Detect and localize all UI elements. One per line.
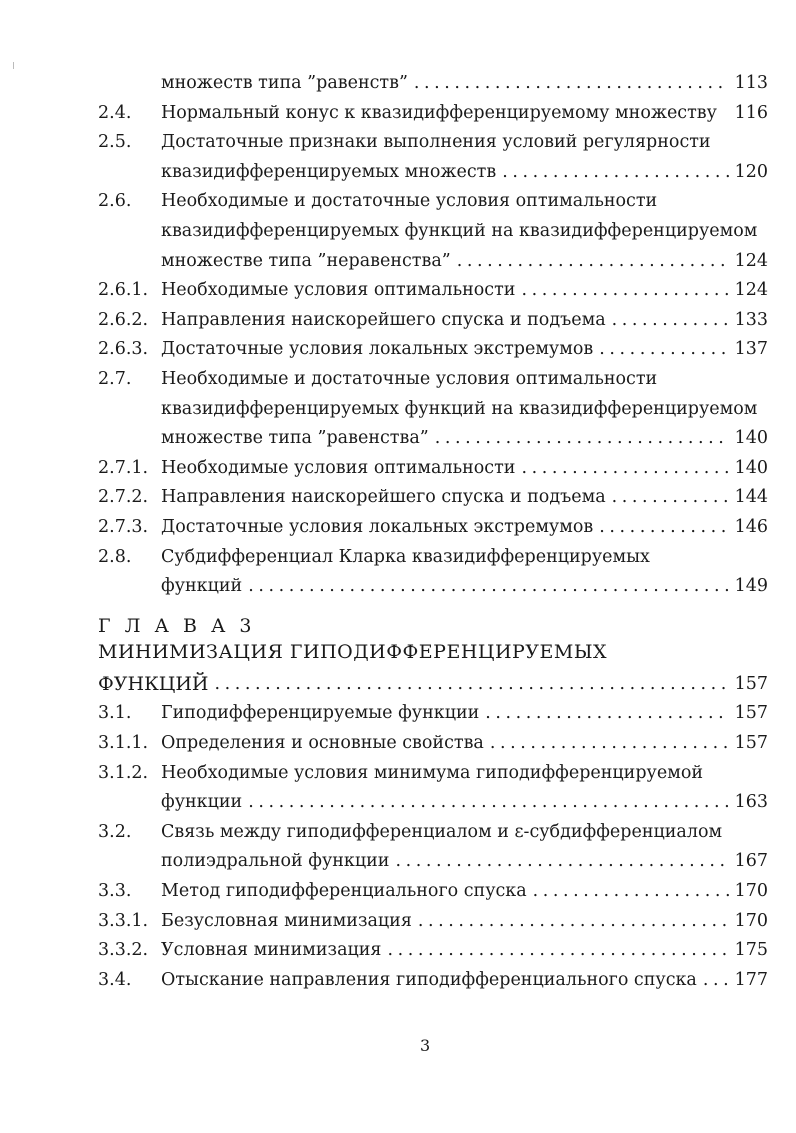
toc-page-number: 124	[734, 280, 768, 301]
toc-entry-number: 3.1.	[98, 703, 132, 724]
toc-page-number: 120	[734, 161, 768, 182]
toc-entry-number: 2.7.2.	[98, 487, 149, 508]
toc-entry-number: 2.6.3.	[98, 339, 149, 360]
toc-page-number: 170	[734, 880, 768, 901]
toc-entry-title[interactable]	[161, 937, 768, 963]
toc-line	[98, 425, 768, 451]
toc-entry-title[interactable]	[161, 514, 768, 540]
toc-entry-title[interactable]	[161, 967, 768, 993]
toc-page-number: 146	[734, 517, 768, 537]
toc-entry-number: 2.7.3.	[98, 517, 149, 537]
toc-entry-number: 3.3.2.	[98, 940, 149, 961]
toc-entry-text: Условная минимизация	[161, 940, 382, 961]
toc-entry-title[interactable]	[161, 848, 768, 874]
toc-entry-text: Субдифференциал Кларка квазидифференцируемых	[161, 546, 650, 567]
toc-entry-text: Метод гиподифференциального спуска	[161, 880, 527, 901]
toc-line	[98, 937, 768, 963]
toc-line	[98, 455, 768, 481]
toc-entry-text: квазидифференцируемых функций на квазидифференцируемом	[161, 398, 758, 419]
toc-entry-text: Достаточные условия локальных экстремумов	[161, 339, 594, 360]
toc-page-number: 163	[734, 792, 768, 813]
toc-entry-text: Направления наискорейшего спуска и подъема	[161, 487, 606, 508]
toc-entry-number: 2.4.	[98, 102, 132, 123]
toc-entry-title[interactable]	[161, 100, 768, 126]
toc-page-number: 157	[734, 732, 768, 753]
toc-entry-title[interactable]	[161, 573, 768, 599]
toc-line	[98, 544, 768, 570]
toc-entry-text: Необходимые условия минимума гиподифференцируемой	[161, 762, 704, 783]
toc-entry-number: 3.1.1.	[98, 732, 149, 753]
toc-entry-text: функций	[161, 576, 243, 597]
toc-entry-number: 2.5.	[98, 132, 132, 153]
toc-entry-number: 2.6.	[98, 191, 132, 212]
toc-entry-text: Отыскание направления гиподифференциального спуска	[161, 969, 697, 990]
toc-entry-title[interactable]	[161, 455, 768, 481]
toc-page-number: 175	[734, 940, 768, 961]
dot-leader	[248, 573, 728, 599]
toc-line	[98, 248, 768, 274]
toc-entry-text: Необходимые и достаточные условия оптимальности	[161, 369, 658, 389]
toc-entry-title[interactable]	[161, 277, 768, 303]
toc-line	[98, 396, 768, 422]
dot-leader	[248, 789, 728, 815]
dot-leader	[457, 248, 729, 274]
toc-entry-title[interactable]	[161, 730, 768, 756]
dot-leader	[599, 336, 728, 362]
toc-line	[98, 100, 768, 126]
toc-line	[98, 878, 768, 904]
toc-entry-title[interactable]	[161, 908, 768, 934]
scan-mark	[13, 62, 14, 69]
toc-entry-text: Необходимые и достаточные условия оптимальности	[161, 191, 658, 212]
toc-line	[98, 573, 768, 599]
toc-entry-title[interactable]	[161, 129, 768, 155]
toc-page-number: 177	[734, 969, 768, 990]
toc-line	[98, 307, 768, 333]
dot-leader	[521, 455, 728, 481]
toc-entry-title[interactable]	[161, 188, 768, 214]
toc-entry-text: Связь между гиподифференциалом и ε-субдифференциалом	[161, 821, 723, 842]
toc-line	[98, 70, 768, 96]
toc-entry-title[interactable]	[161, 218, 768, 244]
toc-line	[98, 514, 768, 540]
dot-leader	[612, 307, 729, 333]
toc-page-number: 157	[734, 703, 768, 724]
toc-entry-number: 3.1.2.	[98, 762, 149, 783]
toc-page-number: 167	[734, 851, 768, 872]
dot-leader	[395, 848, 728, 874]
toc-line	[98, 760, 768, 786]
toc-entry-title[interactable]	[161, 366, 768, 392]
toc-page-number: 144	[734, 487, 768, 508]
toc-entry-text: Гиподифференцируемые функции	[161, 703, 480, 724]
toc-entry-number: 2.6.1.	[98, 280, 149, 301]
toc-entry-text: Определения и основные свойства	[161, 732, 484, 753]
toc-line	[98, 908, 768, 934]
toc-entry-title[interactable]	[161, 336, 768, 362]
dot-leader	[490, 730, 729, 756]
toc-page-number: 140	[734, 428, 768, 449]
toc-entry-text: Необходимые условия оптимальности	[161, 457, 516, 478]
chapter-label: Г Л А В А 3	[98, 614, 256, 637]
toc-line	[98, 218, 768, 244]
toc-entry-title[interactable]	[161, 396, 768, 422]
toc-line	[98, 700, 768, 726]
toc-page-number: 133	[734, 309, 768, 330]
toc-page-number: 137	[734, 339, 768, 360]
toc-page-number: 149	[734, 576, 768, 597]
toc-entry-number: 2.8.	[98, 546, 132, 567]
toc-entry-text: полиэдральной функции	[161, 851, 390, 872]
dot-leader	[521, 277, 728, 303]
toc-entry-text: множеств типа ”равенств”	[161, 73, 408, 93]
toc-entry-number: 2.6.2.	[98, 309, 149, 330]
toc-entry-text: множестве типа ”равенства”	[161, 428, 429, 449]
dot-leader	[612, 484, 729, 510]
toc-line	[98, 789, 768, 815]
toc-entry-title[interactable]	[161, 248, 768, 274]
toc-entry-text: Нормальный конус к квазидифференцируемому множеству	[161, 102, 717, 123]
toc-page-number: 116	[734, 102, 768, 123]
toc-entry-number: 3.2.	[98, 821, 132, 842]
dot-leader	[414, 70, 729, 96]
toc-page-number: 140	[734, 457, 768, 478]
page-number: 3	[420, 1036, 431, 1055]
toc-entry-number: 2.7.1.	[98, 457, 149, 478]
chapter-title-text: ФУНКЦИЙ	[98, 672, 209, 695]
dot-leader	[599, 514, 728, 540]
toc-page-number: 157	[734, 673, 768, 694]
toc-entry-text: Достаточные условия локальных экстремумов	[161, 517, 594, 537]
dot-leader	[214, 671, 728, 697]
toc-entry-title[interactable]	[161, 878, 768, 904]
toc-entry-text: квазидифференцируемых множеств	[161, 161, 497, 182]
toc-page-number: 124	[734, 250, 768, 271]
toc-entry-text: множестве типа ”неравенства”	[161, 250, 451, 271]
toc-entry-title[interactable]	[161, 700, 768, 726]
toc-line	[98, 188, 768, 214]
toc-entry-number: 3.3.	[98, 880, 132, 901]
toc-line	[98, 366, 768, 392]
dot-leader	[485, 700, 728, 726]
chapter-title-entry[interactable]	[98, 671, 768, 697]
toc-entry-text: Безусловная минимизация	[161, 910, 412, 931]
toc-line	[98, 967, 768, 993]
toc-line	[98, 336, 768, 362]
toc-entry-text: Направления наискорейшего спуска и подъема	[161, 309, 606, 330]
toc-line	[98, 671, 768, 697]
dot-leader	[387, 937, 728, 963]
dot-leader	[435, 425, 729, 451]
toc-line	[98, 129, 768, 155]
toc-page-number: 170	[734, 910, 768, 931]
toc-entry-title[interactable]	[161, 159, 768, 185]
toc-line	[98, 819, 768, 845]
dot-leader	[703, 967, 729, 993]
toc-entry-text: Достаточные признаки выполнения условий регулярности	[161, 132, 711, 153]
dot-leader	[502, 159, 728, 185]
toc-entry-title[interactable]	[161, 819, 768, 845]
toc-entry-number: 3.3.1.	[98, 910, 149, 931]
toc-line	[98, 159, 768, 185]
toc-entry-number: 3.4.	[98, 969, 132, 990]
dot-leader	[533, 878, 729, 904]
toc-line	[98, 277, 768, 303]
toc-entry-title[interactable]	[161, 760, 768, 786]
toc-entry-title[interactable]	[161, 544, 768, 570]
toc-entry-title[interactable]	[161, 307, 768, 333]
toc-line	[98, 484, 768, 510]
toc-entry-text: квазидифференцируемых функций на квазидифференцируемом	[161, 221, 758, 241]
toc-entry-title[interactable]	[161, 789, 768, 815]
toc-entry-text: Необходимые условия оптимальности	[161, 280, 516, 301]
toc-entry-number: 2.7.	[98, 369, 132, 389]
toc-line	[98, 730, 768, 756]
toc-entry-text: функции	[161, 792, 243, 813]
toc-entry-title[interactable]	[161, 484, 768, 510]
dot-leader	[418, 908, 729, 934]
toc-entry-title[interactable]	[161, 70, 768, 96]
chapter-title: МИНИМИЗАЦИЯ ГИПОДИФФЕРЕНЦИРУЕМЫХ	[98, 640, 608, 663]
toc-line	[98, 848, 768, 874]
toc-page-number: 113	[734, 73, 768, 93]
toc-entry-title[interactable]	[161, 425, 768, 451]
